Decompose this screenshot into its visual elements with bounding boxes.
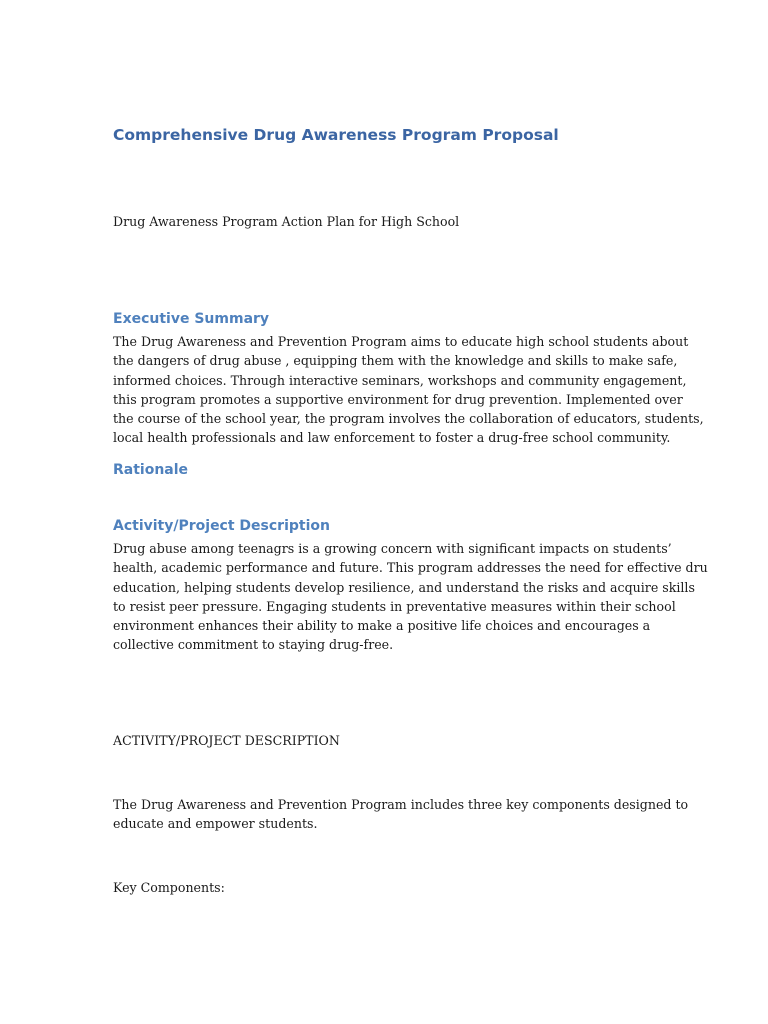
activity-description-line: collective commitment to staying drug-free. [113,637,394,653]
executive-summary-line: informed choices. Through interactive seminars, workshops and community engagement, [113,372,687,388]
activity-description-line: health, academic performance and future. This program addresses the need for effective dru [113,560,708,576]
components-intro-line: The Drug Awareness and Prevention Program includes three key components designed to [113,797,689,812]
activity-description-line: environment enhances their ability to make a positive life choices and encourages a [113,618,651,634]
activity-description-line: education, helping students develop resilience, and understand the risks and acquire skills [113,579,695,595]
document-subtitle: Drug Awareness Program Action Plan for High School [113,214,460,229]
activity-description-paragraph [113,539,708,655]
executive-summary-heading: Executive Summary [113,311,270,327]
activity-caps-heading: ACTIVITY/PROJECT DESCRIPTION [113,733,340,748]
executive-summary-line: the dangers of drug abuse , equipping them with the knowledge and skills to make safe, [113,353,678,369]
components-intro-paragraph [113,795,688,834]
executive-summary-line: local health professionals and law enforcement to foster a drug-free school community. [113,430,671,446]
executive-summary-line: the course of the school year, the program involves the collaboration of educators, students, [113,411,704,427]
executive-summary-line: this program promotes a supportive environment for drug prevention. Implemented over [113,391,683,407]
activity-description-heading: Activity/Project Description [113,518,330,534]
activity-description-line: to resist peer pressure. Engaging students in preventative measures within their school [113,598,676,614]
components-intro-line: educate and empower students. [113,816,318,832]
executive-summary-line: The Drug Awareness and Prevention Program aims to educate high school students about [113,334,689,349]
document-title: Comprehensive Drug Awareness Program Proposal [113,126,559,144]
key-components-label: Key Components: [113,880,225,895]
activity-description-line: Drug abuse among teenagrs is a growing concern with significant impacts on students’ [113,541,672,556]
rationale-heading: Rationale [113,462,189,478]
executive-summary-paragraph [113,332,704,448]
